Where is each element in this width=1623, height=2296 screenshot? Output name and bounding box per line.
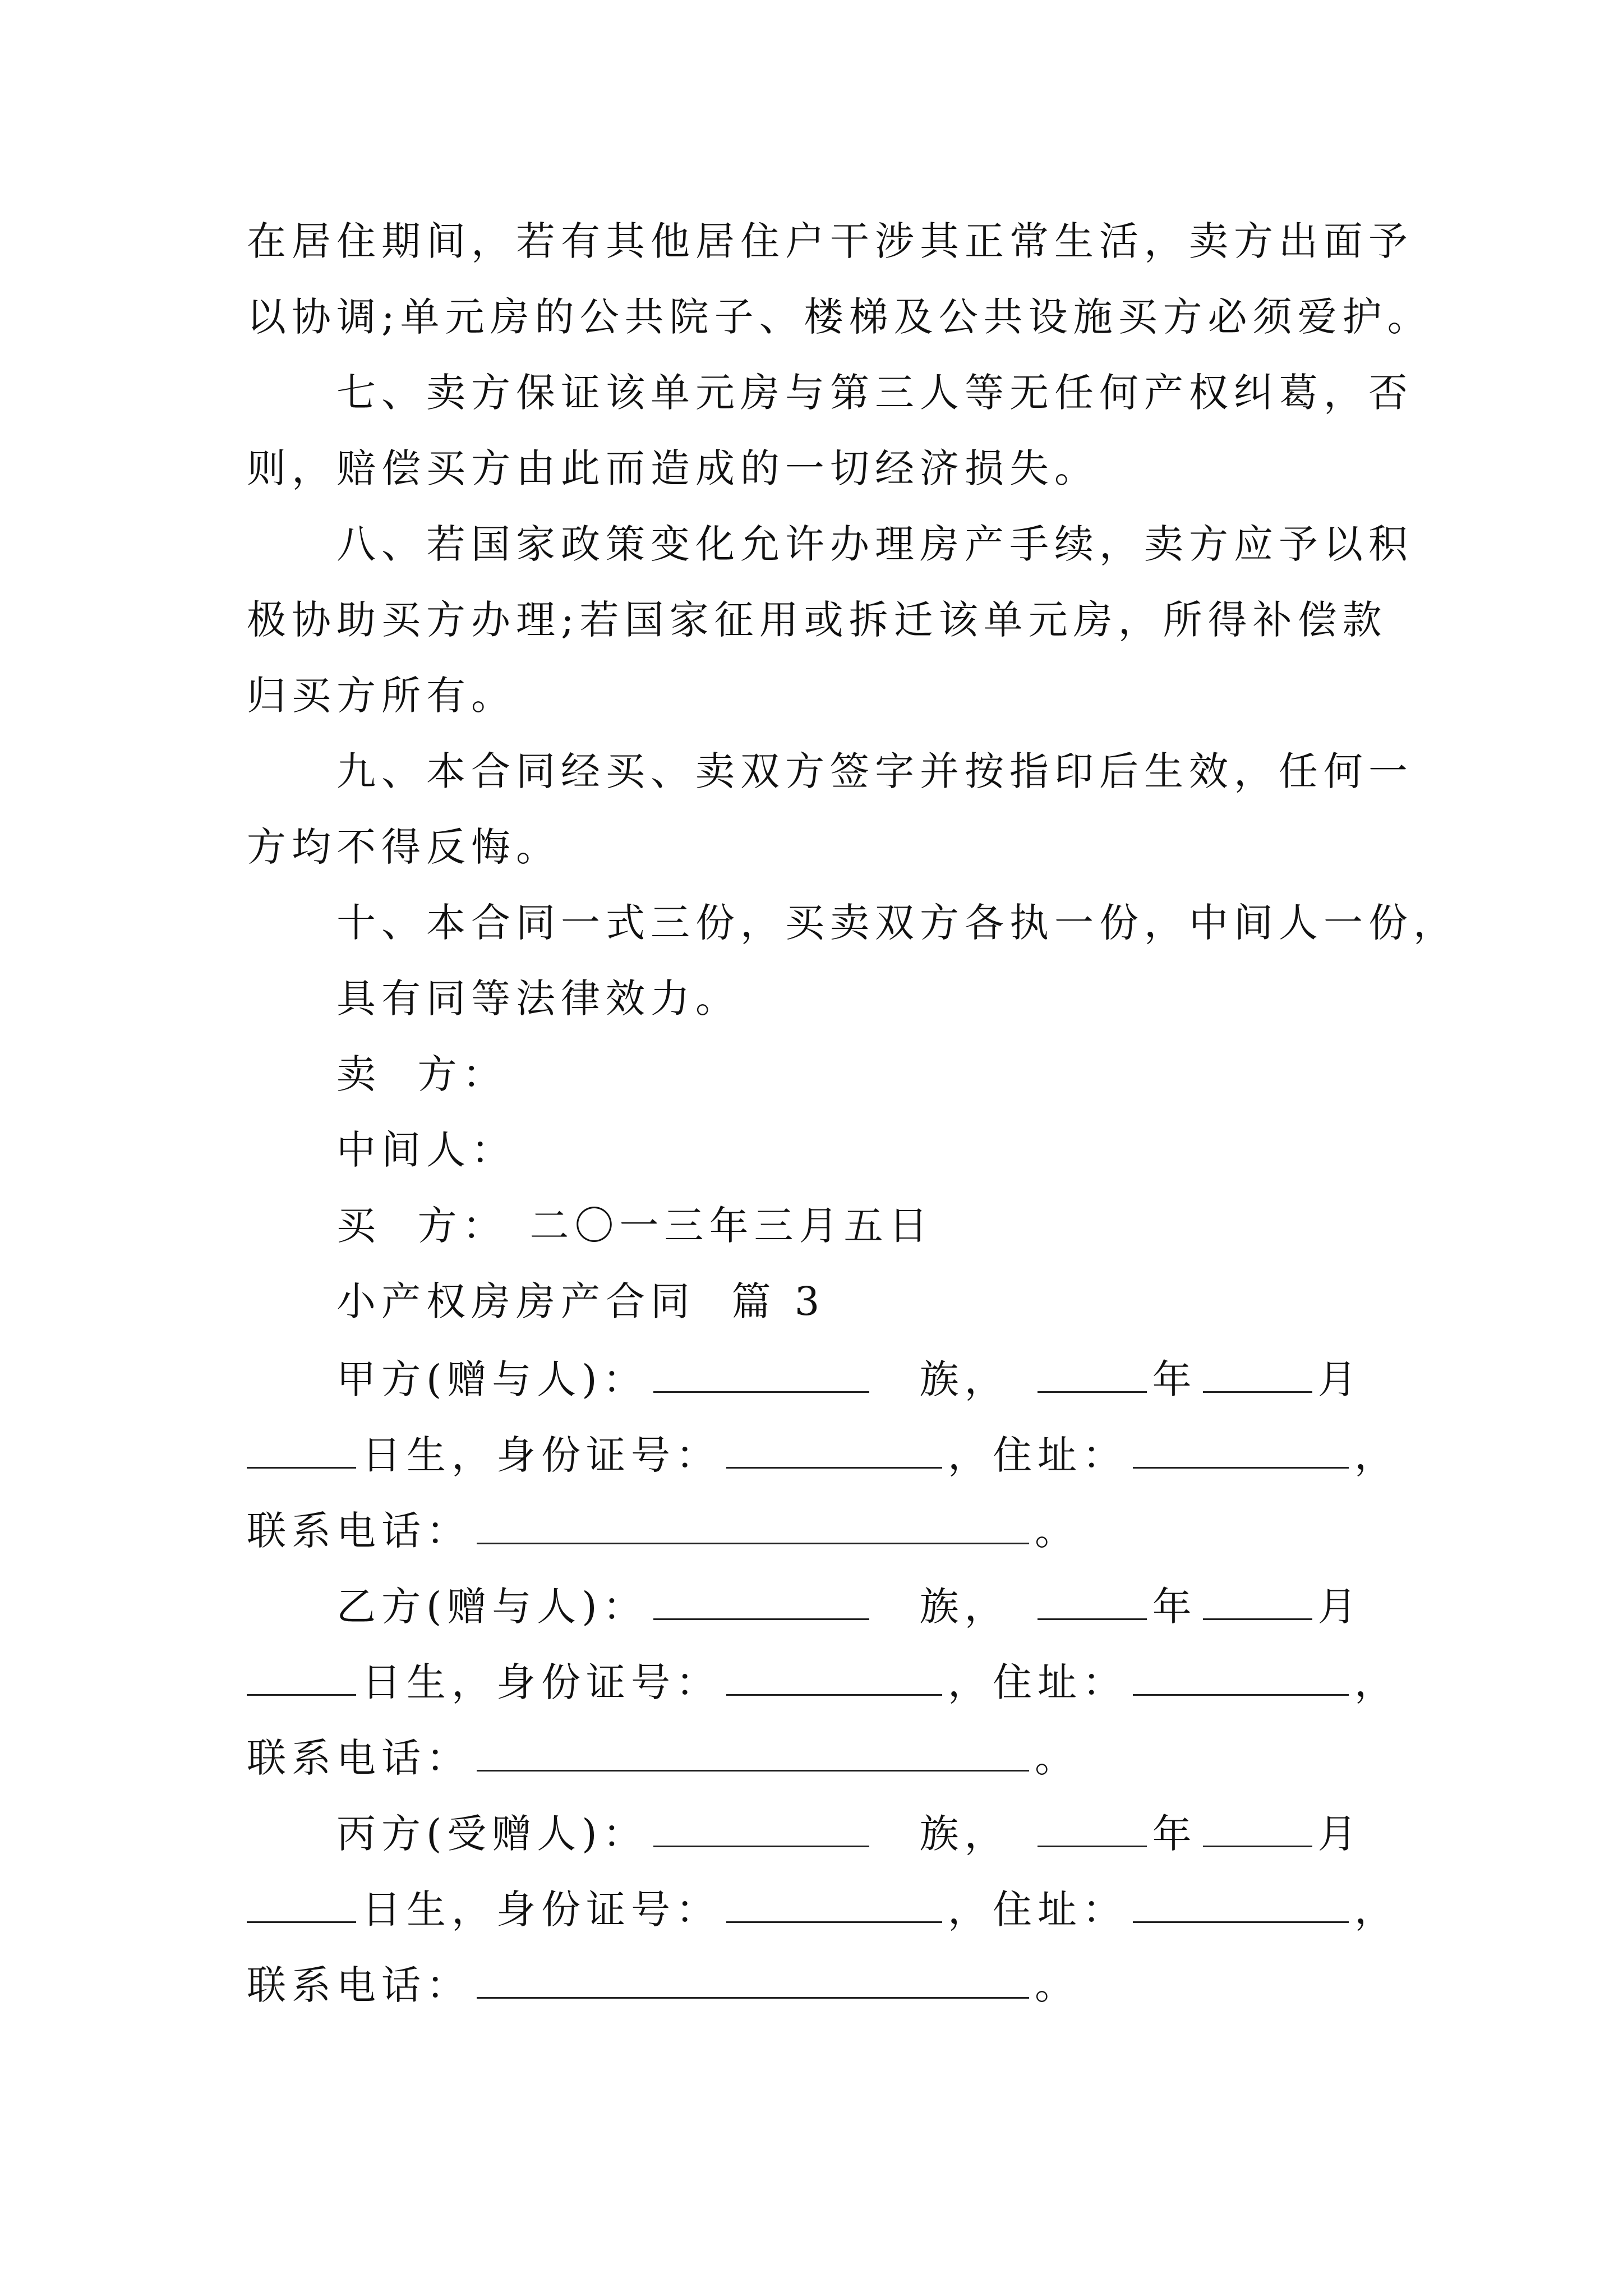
party-c-birth-label: 日生，身份证号：: [362, 1887, 721, 1932]
party-b-comma: ，: [1354, 1659, 1399, 1705]
party-a-year-label: 年: [1152, 1356, 1197, 1402]
seller-signature-label: 卖 方：: [336, 1051, 508, 1097]
party-a-line-2: [247, 1432, 1399, 1478]
party-c-address-label: ，住址：: [948, 1887, 1127, 1932]
party-b-line-2: [247, 1659, 1399, 1705]
signature-date: 二〇一三年三月五日: [529, 1203, 934, 1249]
text-line: 以协调;单元房的公共院子、楼梯及公共设施买方必须爱护。: [247, 294, 1432, 340]
party-c-day-blank: [247, 1888, 356, 1923]
party-c-address-blank: [1133, 1888, 1349, 1923]
party-b-month-label: 月: [1317, 1584, 1363, 1630]
party-a-month-blank: [1203, 1358, 1312, 1393]
party-c-line-2: [247, 1887, 1399, 1932]
party-b-phone-blank: [477, 1736, 1029, 1772]
text-line: 具有同等法律效力。: [336, 976, 740, 1022]
party-c-comma: ，: [1354, 1887, 1399, 1932]
party-a-day-blank: [247, 1433, 356, 1469]
party-c-end: 。: [1035, 1962, 1080, 2008]
party-b-phone-label: 联系电话：: [247, 1735, 471, 1781]
text-line: 归买方所有。: [247, 673, 516, 719]
party-c-name-blank: [653, 1812, 869, 1847]
text-line: 极协助买方办理;若国家征用或拆迁该单元房，所得补偿款: [247, 597, 1387, 643]
party-c-phone-blank: [477, 1963, 1029, 1999]
clause-9-line: 九、本合同经买、卖双方签字并按指印后生效，任何一: [336, 748, 1413, 794]
party-b-year-label: 年: [1152, 1584, 1197, 1630]
clause-8-line: 八、若国家政策变化允许办理房产手续，卖方应予以积: [336, 521, 1413, 567]
party-c-year-blank: [1038, 1812, 1147, 1847]
party-b-month-blank: [1203, 1585, 1312, 1620]
party-c-month-label: 月: [1317, 1811, 1363, 1857]
party-b-address-blank: [1133, 1660, 1349, 1696]
party-b-line-1: [336, 1584, 1363, 1630]
party-b-name-blank: [653, 1585, 869, 1620]
party-c-line-1: [336, 1811, 1363, 1857]
buyer-signature-line: [336, 1203, 934, 1249]
party-b-year-blank: [1038, 1585, 1147, 1620]
party-c-year-label: 年: [1152, 1811, 1197, 1857]
party-b-label: 乙方(赠与人)：: [336, 1584, 648, 1630]
party-b-address-label: ，住址：: [948, 1659, 1127, 1705]
text-line: 则，赔偿买方由此而造成的一切经济损失。: [247, 445, 1099, 491]
party-c-phone-label: 联系电话：: [247, 1962, 471, 2008]
party-c-line-3: [247, 1962, 1080, 2008]
party-b-end: 。: [1035, 1735, 1080, 1781]
party-a-address-blank: [1133, 1433, 1349, 1469]
party-c-month-blank: [1203, 1812, 1312, 1847]
party-a-month-label: 月: [1317, 1356, 1363, 1402]
clause-10-line: 十、本合同一式三份，买卖双方各执一份，中间人一份，: [336, 900, 1458, 946]
party-a-comma: ，: [1354, 1432, 1399, 1478]
party-a-phone-label: 联系电话：: [247, 1508, 471, 1554]
party-a-phone-blank: [477, 1509, 1029, 1544]
party-a-line-3: [247, 1508, 1080, 1554]
text-line: 方均不得反悔。: [247, 824, 561, 870]
party-a-end: 。: [1035, 1508, 1080, 1554]
party-a-line-1: [336, 1356, 1363, 1402]
party-a-ethnicity-label: 族，: [919, 1356, 1009, 1402]
party-c-ethnicity-label: 族，: [919, 1811, 1009, 1857]
text-line: 在居住期间，若有其他居住户干涉其正常生活，卖方出面予: [247, 218, 1413, 264]
party-a-label: 甲方(赠与人)：: [336, 1356, 648, 1402]
party-b-ethnicity-label: 族，: [919, 1584, 1009, 1630]
party-a-id-blank: [726, 1433, 942, 1469]
party-a-year-blank: [1038, 1358, 1147, 1393]
party-c-label: 丙方(受赠人)：: [336, 1811, 648, 1857]
party-a-name-blank: [653, 1358, 869, 1393]
party-b-day-blank: [247, 1660, 356, 1696]
clause-7-line: 七、卖方保证该单元房与第三人等无任何产权纠葛，否: [336, 370, 1413, 416]
middleman-signature-label: 中间人：: [336, 1127, 516, 1173]
party-b-id-blank: [726, 1660, 942, 1696]
party-b-birth-label: 日生，身份证号：: [362, 1659, 721, 1705]
party-a-birth-label: 日生，身份证号：: [362, 1432, 721, 1478]
section-title: 小产权房房产合同 篇 3: [336, 1278, 826, 1324]
buyer-signature-label: 买 方：: [336, 1203, 508, 1249]
party-b-line-3: [247, 1735, 1080, 1781]
party-a-address-label: ，住址：: [948, 1432, 1127, 1478]
party-c-id-blank: [726, 1888, 942, 1923]
